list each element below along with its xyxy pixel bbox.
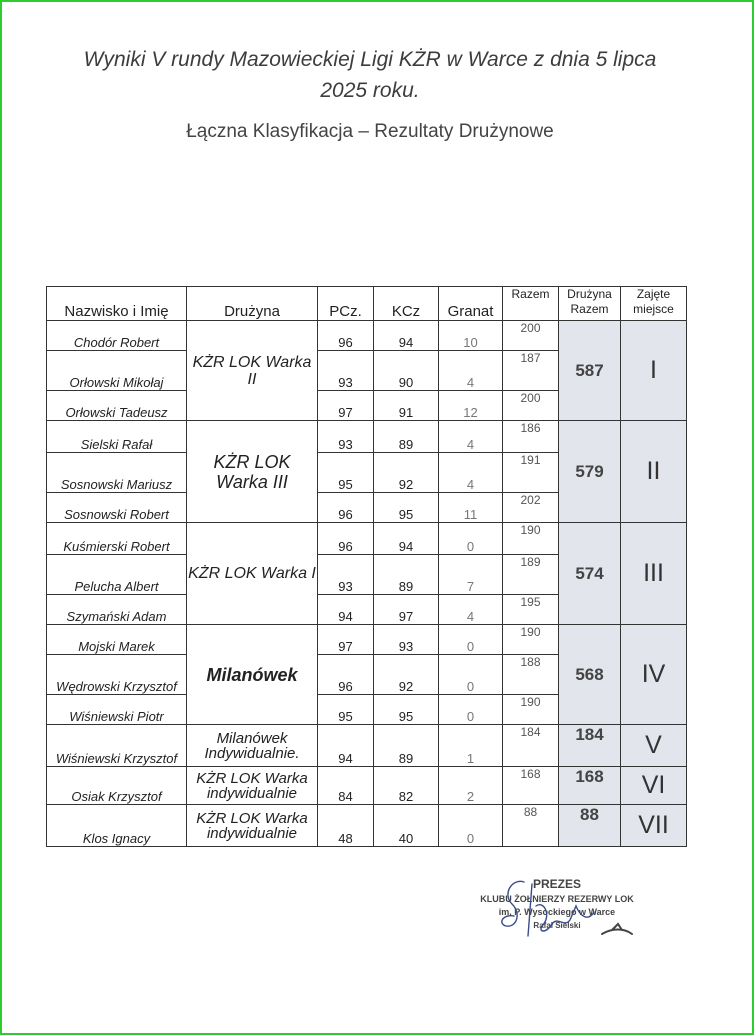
member-total: 187 — [503, 351, 559, 391]
granat-score: 10 — [439, 321, 503, 351]
pcz-score: 93 — [318, 351, 374, 391]
kcz-score: 40 — [374, 805, 439, 847]
team-place: III — [621, 523, 687, 625]
header-team-total — [559, 287, 621, 321]
member-total: 190 — [503, 523, 559, 555]
granat-score: 12 — [439, 391, 503, 421]
pcz-score: 93 — [318, 555, 374, 595]
pcz-score: 94 — [318, 595, 374, 625]
kcz-score: 89 — [374, 555, 439, 595]
header-pcz: PCz. — [318, 287, 374, 321]
team-name-line1: KŻR LOK Warka I — [188, 565, 316, 582]
team-place: VI — [621, 767, 687, 805]
header-kcz: KCz — [374, 287, 439, 321]
granat-score: 0 — [439, 655, 503, 695]
member-name: Sosnowski Robert — [47, 493, 187, 523]
granat-score: 4 — [439, 453, 503, 493]
team-name-line1: Milanówek — [206, 664, 298, 685]
kcz-score: 90 — [374, 351, 439, 391]
member-total: 200 — [503, 321, 559, 351]
team-place: I — [621, 321, 687, 421]
kcz-score: 94 — [374, 523, 439, 555]
member-name: Wędrowski Krzysztof — [47, 655, 187, 695]
kcz-score: 89 — [374, 725, 439, 767]
team-name — [187, 805, 318, 847]
member-total: 184 — [503, 725, 559, 767]
member-name: Szymański Adam — [47, 595, 187, 625]
granat-score: 4 — [439, 421, 503, 453]
team-name-line2: indywidualnie — [206, 824, 298, 842]
member-name: Wiśniewski Krzysztof — [47, 725, 187, 767]
granat-score: 1 — [439, 725, 503, 767]
pcz-score: 96 — [318, 655, 374, 695]
results-table — [46, 286, 687, 847]
team-name-line1: KŻR LOK Warka — [196, 809, 308, 827]
kcz-score: 92 — [374, 655, 439, 695]
member-name: Klos Ignacy — [47, 805, 187, 847]
table-row — [47, 767, 687, 805]
kcz-score: 91 — [374, 391, 439, 421]
kcz-score: 95 — [374, 493, 439, 523]
kcz-score: 97 — [374, 595, 439, 625]
member-total: 200 — [503, 391, 559, 421]
kcz-score: 82 — [374, 767, 439, 805]
header-place — [621, 287, 687, 321]
granat-score: 0 — [439, 523, 503, 555]
team-total: 168 — [559, 767, 621, 805]
stamp-club: KLUBU ŻOŁNIERZY REZERWY LOK — [480, 894, 634, 904]
kcz-score: 93 — [374, 625, 439, 655]
table-row — [47, 805, 687, 847]
member-name: Osiak Krzysztof — [47, 767, 187, 805]
member-name: Chodór Robert — [47, 321, 187, 351]
team-place: VII — [621, 805, 687, 847]
header-team-total-line1: Drużyna — [567, 287, 612, 301]
team-name-line1: KŻR LOK Warka — [196, 769, 308, 787]
member-total: 186 — [503, 421, 559, 453]
team-name-line1: KŻR LOK — [213, 451, 291, 472]
member-name: Mojski Marek — [47, 625, 187, 655]
pcz-score: 97 — [318, 391, 374, 421]
title-line-1: Wyniki V rundy Mazowieckiej Ligi KŻR w Warce z dnia 5 lipca — [83, 48, 657, 71]
team-name — [187, 725, 318, 767]
member-total: 190 — [503, 695, 559, 725]
pcz-score: 84 — [318, 767, 374, 805]
member-name: Kuśmierski Robert — [47, 523, 187, 555]
stamp-title: PREZES — [532, 877, 581, 891]
stamp-person: Rafał Sielski — [533, 921, 581, 930]
granat-score: 4 — [439, 351, 503, 391]
title-line-2: 2025 roku. — [320, 79, 420, 102]
team-total: 587 — [559, 321, 621, 421]
table-row — [47, 625, 687, 655]
header-row — [47, 287, 687, 321]
member-total: 189 — [503, 555, 559, 595]
granat-score: 0 — [439, 695, 503, 725]
pcz-score: 95 — [318, 453, 374, 493]
header-team: Drużyna — [187, 287, 318, 321]
member-name: Orłowski Tadeusz — [47, 391, 187, 421]
header-place-line1: Zajęte — [636, 287, 671, 301]
team-name-line2: indywidualnie — [206, 784, 298, 802]
member-name: Pelucha Albert — [47, 555, 187, 595]
member-total: 202 — [503, 493, 559, 523]
stamp-subtitle: im. P. Wysockiego w Warce — [498, 907, 616, 917]
member-total: 195 — [503, 595, 559, 625]
header-team-total-line2: Razem — [570, 302, 609, 316]
team-place: IV — [621, 625, 687, 725]
kcz-score: 95 — [374, 695, 439, 725]
team-place: V — [621, 725, 687, 767]
header-razem: Razem — [503, 287, 559, 321]
page-title — [40, 44, 700, 106]
team-name — [187, 767, 318, 805]
kcz-score: 89 — [374, 421, 439, 453]
pcz-score: 48 — [318, 805, 374, 847]
pcz-score: 95 — [318, 695, 374, 725]
team-total: 574 — [559, 523, 621, 625]
team-name — [187, 625, 318, 725]
pcz-score: 94 — [318, 725, 374, 767]
table-row — [47, 523, 687, 555]
pcz-score: 93 — [318, 421, 374, 453]
member-total: 88 — [503, 805, 559, 847]
pcz-score: 96 — [318, 523, 374, 555]
table-row — [47, 725, 687, 767]
team-name — [187, 523, 318, 625]
team-name-line1: Milanówek — [216, 729, 288, 747]
pcz-score: 96 — [318, 321, 374, 351]
page-subtitle: Łączna Klasyfikacja – Rezultaty Drużynowe — [186, 121, 554, 142]
member-total: 190 — [503, 625, 559, 655]
team-name-line2: Warka III — [216, 471, 288, 492]
team-total: 88 — [559, 805, 621, 847]
table-row — [47, 421, 687, 453]
pcz-score: 96 — [318, 493, 374, 523]
header-place-line2: miejsce — [633, 302, 674, 316]
header-name: Nazwisko i Imię — [47, 287, 187, 321]
member-name: Orłowski Mikołaj — [47, 351, 187, 391]
granat-score: 0 — [439, 805, 503, 847]
pcz-score: 97 — [318, 625, 374, 655]
member-name: Wiśniewski Piotr — [47, 695, 187, 725]
member-total: 168 — [503, 767, 559, 805]
team-total: 184 — [559, 725, 621, 767]
granat-score: 11 — [439, 493, 503, 523]
team-place: II — [621, 421, 687, 523]
granat-score: 4 — [439, 595, 503, 625]
team-total: 579 — [559, 421, 621, 523]
member-total: 188 — [503, 655, 559, 695]
team-name-line1: KŻR LOK Warka II — [192, 353, 312, 388]
handwritten-signature-icon — [472, 876, 642, 946]
signature-stamp — [472, 876, 642, 946]
granat-score: 2 — [439, 767, 503, 805]
team-name-line2: Indywidualnie. — [204, 744, 300, 762]
team-total: 568 — [559, 625, 621, 725]
kcz-score: 94 — [374, 321, 439, 351]
member-name: Sosnowski Mariusz — [47, 453, 187, 493]
kcz-score: 92 — [374, 453, 439, 493]
member-total: 191 — [503, 453, 559, 493]
granat-score: 0 — [439, 625, 503, 655]
granat-score: 7 — [439, 555, 503, 595]
header-granat: Granat — [439, 287, 503, 321]
team-name — [187, 421, 318, 523]
member-name: Sielski Rafał — [47, 421, 187, 453]
table-row — [47, 321, 687, 351]
team-name — [187, 321, 318, 421]
